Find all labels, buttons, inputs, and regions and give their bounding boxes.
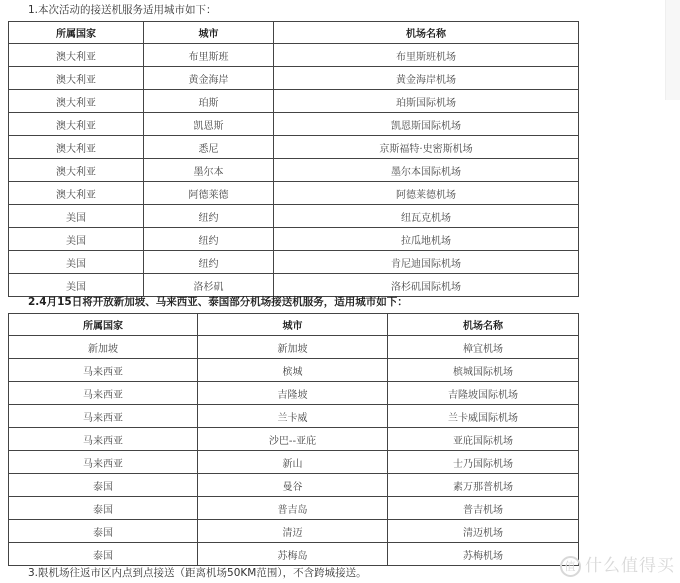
- header-city: 城市: [144, 22, 274, 44]
- table-row: [9, 274, 579, 297]
- cell-city: 墨尔本: [144, 159, 274, 182]
- header-airport: 机场名称: [388, 314, 579, 336]
- table-row: [9, 136, 579, 159]
- cell-country: 马来西亚: [9, 382, 198, 405]
- cell-country: 美国: [9, 251, 144, 274]
- table-row: [9, 113, 579, 136]
- cell-country: 美国: [9, 274, 144, 297]
- header-airport: 机场名称: [274, 22, 579, 44]
- cell-city: 阿德莱德: [144, 182, 274, 205]
- cell-city: 悉尼: [144, 136, 274, 159]
- table-row: [9, 382, 579, 405]
- table-row: [9, 428, 579, 451]
- cell-airport: 京斯福特·史密斯机场: [274, 136, 579, 159]
- cell-country: 马来西亚: [9, 405, 198, 428]
- watermark-text: 什么值得买: [585, 556, 675, 576]
- section2-caption: 2.4月15日将开放新加坡、马来西亚、泰国部分机场接送机服务，适用城市如下：: [28, 296, 408, 308]
- cell-airport: 苏梅机场: [388, 543, 579, 566]
- cell-country: 澳大利亚: [9, 44, 144, 67]
- cell-country: 澳大利亚: [9, 182, 144, 205]
- cell-city: 纽约: [144, 205, 274, 228]
- section1-caption: 1.本次活动的接送机服务适用城市如下：: [28, 4, 217, 16]
- table-row: [9, 520, 579, 543]
- cell-airport: 墨尔本国际机场: [274, 159, 579, 182]
- cell-airport: 布里斯班机场: [274, 44, 579, 67]
- table-row: [9, 497, 579, 520]
- cell-city: 槟城: [198, 359, 388, 382]
- watermark: [560, 551, 675, 577]
- table-row: [9, 205, 579, 228]
- table-row: [9, 44, 579, 67]
- city-table-1: [8, 21, 579, 297]
- table-row: [9, 251, 579, 274]
- cell-city: 普吉岛: [198, 497, 388, 520]
- header-country: 所属国家: [9, 22, 144, 44]
- cell-city: 新加坡: [198, 336, 388, 359]
- cell-city: 凯恩斯: [144, 113, 274, 136]
- table-row: [9, 405, 579, 428]
- cell-country: 新加坡: [9, 336, 198, 359]
- scrollbar-strip: [665, 0, 680, 100]
- cell-city: 珀斯: [144, 90, 274, 113]
- cell-airport: 肯尼迪国际机场: [274, 251, 579, 274]
- cell-country: 马来西亚: [9, 428, 198, 451]
- cell-airport: 黄金海岸机场: [274, 67, 579, 90]
- cell-country: 泰国: [9, 543, 198, 566]
- header-city: 城市: [198, 314, 388, 336]
- cell-airport: 清迈机场: [388, 520, 579, 543]
- header-country: 所属国家: [9, 314, 198, 336]
- cell-airport: 阿德莱德机场: [274, 182, 579, 205]
- cell-city: 吉隆坡: [198, 382, 388, 405]
- cell-airport: 素万那普机场: [388, 474, 579, 497]
- cell-country: 澳大利亚: [9, 159, 144, 182]
- cell-city: 苏梅岛: [198, 543, 388, 566]
- table-header-row: [9, 314, 579, 336]
- cell-airport: 洛杉矶国际机场: [274, 274, 579, 297]
- cell-country: 澳大利亚: [9, 67, 144, 90]
- table-row: [9, 90, 579, 113]
- table-row: [9, 336, 579, 359]
- table-row: [9, 182, 579, 205]
- cell-city: 曼谷: [198, 474, 388, 497]
- table-header-row: [9, 22, 579, 44]
- cell-airport: 兰卡威国际机场: [388, 405, 579, 428]
- cell-airport: 槟城国际机场: [388, 359, 579, 382]
- table-row: [9, 159, 579, 182]
- cell-city: 洛杉矶: [144, 274, 274, 297]
- cell-airport: 普吉机场: [388, 497, 579, 520]
- table-row: [9, 359, 579, 382]
- cell-city: 沙巴--亚庇: [198, 428, 388, 451]
- cell-city: 新山: [198, 451, 388, 474]
- cell-country: 美国: [9, 205, 144, 228]
- table-row: [9, 543, 579, 566]
- cell-city: 黄金海岸: [144, 67, 274, 90]
- cell-country: 泰国: [9, 474, 198, 497]
- cell-city: 布里斯班: [144, 44, 274, 67]
- cell-country: 泰国: [9, 497, 198, 520]
- table-row: [9, 228, 579, 251]
- cell-airport: 纽瓦克机场: [274, 205, 579, 228]
- cell-airport: 亚庇国际机场: [388, 428, 579, 451]
- cell-country: 马来西亚: [9, 359, 198, 382]
- watermark-logo-icon: 值: [560, 556, 581, 577]
- section3-caption: 3.限机场往返市区内点到点接送（距离机场50KM范围），不含跨城接送。: [28, 567, 367, 579]
- cell-country: 澳大利亚: [9, 136, 144, 159]
- cell-city: 兰卡威: [198, 405, 388, 428]
- city-table-2: [8, 313, 579, 566]
- cell-airport: 凯恩斯国际机场: [274, 113, 579, 136]
- cell-airport: 樟宜机场: [388, 336, 579, 359]
- cell-city: 纽约: [144, 251, 274, 274]
- cell-country: 澳大利亚: [9, 90, 144, 113]
- cell-airport: 吉隆坡国际机场: [388, 382, 579, 405]
- cell-country: 马来西亚: [9, 451, 198, 474]
- cell-country: 泰国: [9, 520, 198, 543]
- cell-country: 澳大利亚: [9, 113, 144, 136]
- cell-airport: 拉瓜地机场: [274, 228, 579, 251]
- cell-country: 美国: [9, 228, 144, 251]
- table-row: [9, 451, 579, 474]
- table-row: [9, 67, 579, 90]
- cell-city: 纽约: [144, 228, 274, 251]
- cell-airport: 士乃国际机场: [388, 451, 579, 474]
- cell-airport: 珀斯国际机场: [274, 90, 579, 113]
- cell-city: 清迈: [198, 520, 388, 543]
- table-row: [9, 474, 579, 497]
